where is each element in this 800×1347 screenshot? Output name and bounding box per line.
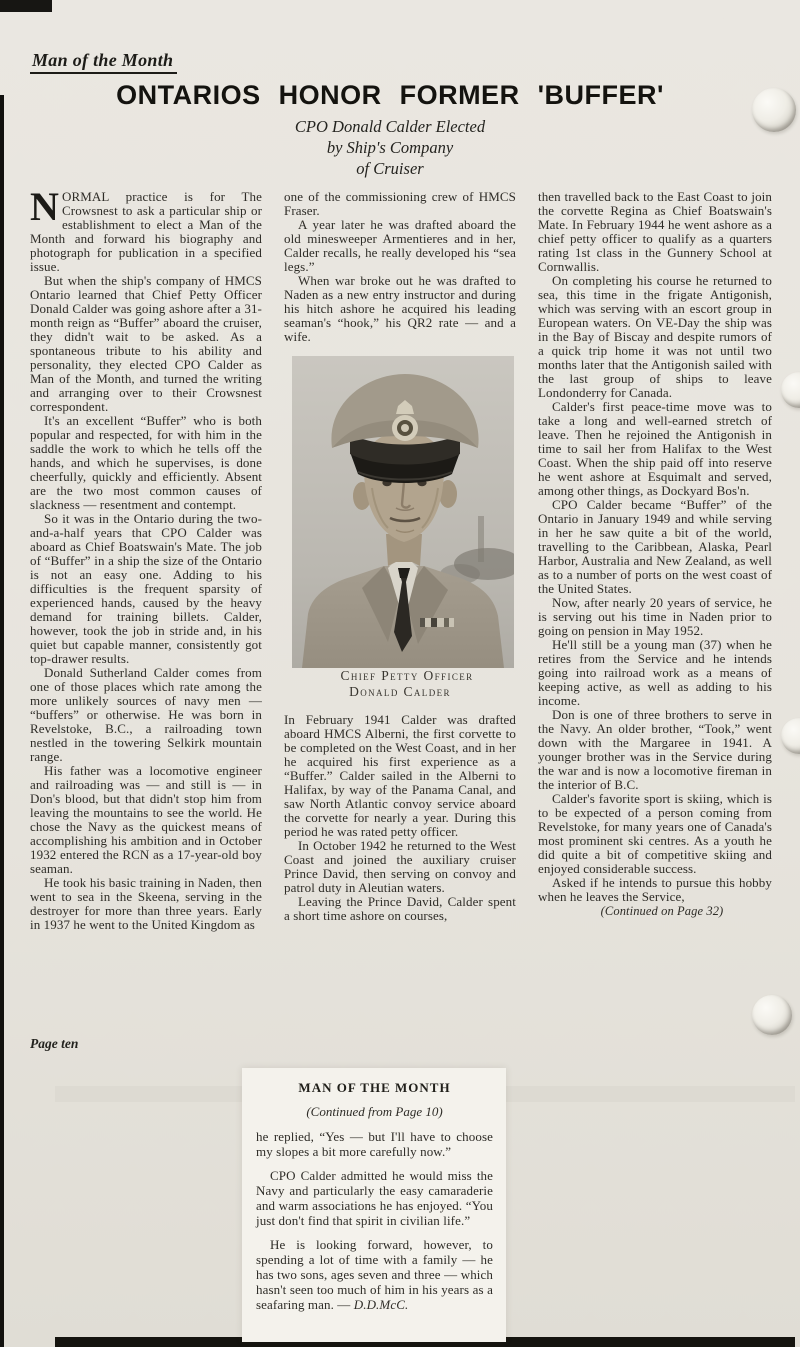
punch-hole xyxy=(781,372,800,408)
paragraph: one of the commissioning crew of HMCS Fraser. xyxy=(284,190,516,218)
paragraph: When war broke out he was drafted to Naden as a new entry instructor and during his hitch ashore he acquired his leading seaman's “hook,” his QR2 rate — and a wife. xyxy=(284,273,516,344)
article-column-2 xyxy=(284,190,516,1035)
paragraph: CPO Calder became “Buffer” of the Ontario in January 1949 and while serving in her he saw quite a bit of the world, travelling to the Caribbean, Alaska, Pearl Harbor, Australia and New Zealand, as well as to a number of ports on the west coast of the United States. xyxy=(538,497,772,596)
paragraph: Now, after nearly 20 years of service, he is serving out his time in Naden prior to going on pension in May 1952. xyxy=(538,595,772,638)
subtitle-line: by Ship's Company xyxy=(326,138,454,157)
paragraph: But when the ship's company of HMCS Ontario learned that Chief Petty Officer Donald Calder was going ashore after a 31-month reign as “Buffer” aboard the cruiser, they didn't wait to be asked. As a spontaneous tribute to his ability and personality, they elected CPO Calder as Man of the Month, and turned the writing and arranging over to their Crowsnest correspondent. xyxy=(30,273,262,414)
paragraph: So it was in the Ontario during the two-and-a-half years that CPO Calder was aboard as Chief Boatswain's Mate. The job of “Buffer” in a ship the size of the Ontario is not an easy one. Adding to his difficulties is the frequent sparsity of experienced hands, caused by the heavy demand for training billets. Calder, however, took the job in stride and, in his quiet but capable manner, consistently got top-drawer results. xyxy=(30,511,262,666)
article-title: ONTARIOS HONOR FORMER 'BUFFER' xyxy=(116,80,664,110)
paragraph: Don is one of three brothers to serve in the Navy. An older brother, “Took,” went down with the Margaree in 1941. A younger brother was in the Service during the war and is now a locomotive fireman in the interior of B.C. xyxy=(538,707,772,792)
paragraph: Asked if he intends to pursue this hobby when he leaves the Service, xyxy=(538,875,772,904)
paragraph: He'll still be a young man (37) when he retires from the Service and he intends going into railroad work as a means of keeping active, as well as adding to his income. xyxy=(538,637,772,708)
subtitle-line: of Cruiser xyxy=(356,159,424,178)
paragraph: He took his basic training in Naden, then went to sea in the Skeena, serving in the destroyer for more than three years. Early in 1937 he went to the United Kingdom as xyxy=(30,875,262,932)
scan-corner-mark xyxy=(0,0,52,12)
author-initials: D.D.McC. xyxy=(353,1297,409,1312)
paragraph: A year later he was drafted aboard the old minesweeper Armentieres and in her, Calder recalls, he really developed his “sea legs.” xyxy=(284,217,516,274)
article-subtitle xyxy=(0,116,780,179)
article-column-3 xyxy=(538,190,772,1035)
paragraph: Donald Sutherland Calder comes from one of those places which rate among the more unlikely sources of navy men — “buffers” or otherwise. He was born in Revelstoke, B.C., a railroading town nestled in the towering Selkirk mountain range. xyxy=(30,665,262,764)
subtitle-line: CPO Donald Calder Elected xyxy=(294,117,486,136)
caption-line: Donald Calder xyxy=(349,684,451,699)
paragraph: He is looking forward, however, to spending a lot of time with a family — he has two sons, ages seven and three — which hasn't seen too much of him in his years as a seafaring man. — D.D.McC. xyxy=(256,1237,493,1312)
continuation-subheading: (Continued from Page 10) xyxy=(306,1104,443,1119)
continuation-heading: MAN OF THE MONTH xyxy=(298,1080,451,1095)
article-column-1 xyxy=(30,190,262,1035)
continued-on-note: (Continued on Page 32) xyxy=(600,904,724,918)
paragraph: Calder's first peace-time move was to take a long and well-earned stretch of leave. Then he rejoined the Antigonish in time to sail her from Halifax to the West Coast. When the ship paid off into reserve he went ashore at Esquimalt and served, among other things, as Dockyard Bos'n. xyxy=(538,399,772,498)
punch-hole xyxy=(781,718,800,754)
paragraph: NORMAL practice is for The Crowsnest to ask a particular ship or establishment to elect a Man of the Month and forward his biography and photograph for publication in a specified issue. xyxy=(30,190,262,274)
page-number: Page ten xyxy=(30,1036,79,1051)
photo-caption xyxy=(284,668,516,700)
paragraph: His father was a locomotive engineer and railroading was — and still is — in Don's blood, but that didn't stop him from leaving the mountains to see the world. He chose the Navy as the quickest means of accomplishing his ambition and in October 1932 entered the RCN as a 17-year-old boy seaman. xyxy=(30,763,262,876)
continuation-box xyxy=(242,1068,506,1342)
section-kicker: Man of the Month xyxy=(30,50,177,74)
drop-cap: N xyxy=(30,190,59,229)
paragraph: then travelled back to the East Coast to join the corvette Regina as Chief Boatswain's Mate. In February 1944 he went ashore as a chief petty officer to qualify as a quarters rating 1st class in the Gunnery School at Cornwallis. xyxy=(538,190,772,274)
paragraph: CPO Calder admitted he would miss the Navy and particularly the easy camaraderie and warm associations he has enjoyed. “You just don't find that spirit in civilian life.” xyxy=(256,1168,493,1228)
paragraph: In February 1941 Calder was drafted aboard HMCS Alberni, the first corvette to be completed on the West Coast, and in her he acquired his first experience as a “Buffer.” Calder sailed in the Alberni to Halifax, by way of the Panama Canal, and saw North Atlantic convoy service aboard the corvette for nearly a year. During this period he was rated petty officer. xyxy=(284,712,516,839)
paragraph: Calder's favorite sport is skiing, which is to be expected of a person coming from Revelstoke, for many years one of Canada's most prominent ski centres. As a youth he did quite a bit of competitive skiing and enjoyed considerable success. xyxy=(538,791,772,876)
paragraph: Leaving the Prince David, Calder spent a short time ashore on courses, xyxy=(284,894,516,923)
paragraph: On completing his course he returned to sea, this time in the frigate Antigonish, which was serving with an escort group in European waters. On VE-Day the ship was in the Bay of Biscay and despite rumors of a quick trip home it was not until two months later that the Antigonish sailed with the last group of ships to leave Londonderry for Canada. xyxy=(538,273,772,400)
paragraph: It's an excellent “Buffer” who is both popular and respected, for with him in the saddle the work to which he tells off the hands, and which he supervises, is done cheerfully, quickly and efficiently. Absent are the two most common causes of slackness — resentment and contempt. xyxy=(30,413,262,512)
paragraph: he replied, “Yes — but I'll have to choose my slopes a bit more carefully now.” xyxy=(256,1129,493,1159)
caption-line: Chief Petty Officer xyxy=(340,668,474,683)
paragraph: In October 1942 he returned to the West Coast and joined the auxiliary cruiser Prince David, then serving on convoy and patrol duty in Aleutian waters. xyxy=(284,838,516,895)
portrait-photo xyxy=(292,356,514,668)
scan-edge-line xyxy=(0,95,4,1347)
